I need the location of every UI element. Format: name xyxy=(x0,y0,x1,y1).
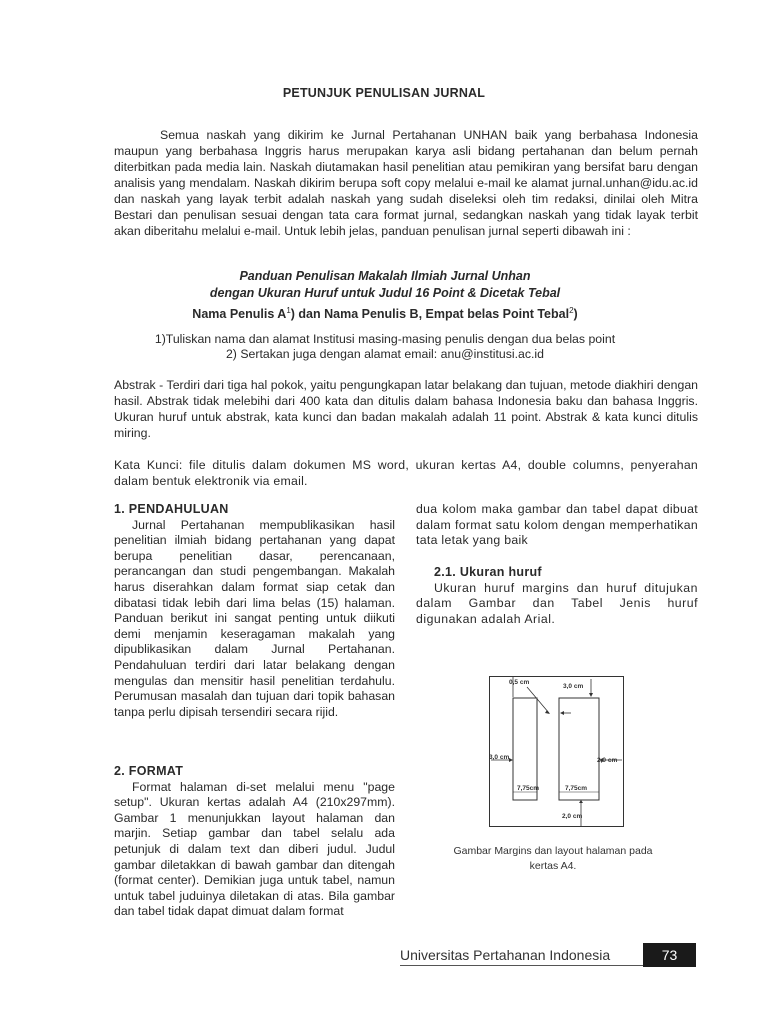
figure-caption xyxy=(424,844,682,873)
affiliation-line-2: 2) Sertakan juga dengan alamat email: anu@institusi.ac.id xyxy=(225,347,545,361)
figure-caption-line-1: Gambar Margins dan layout halaman pada xyxy=(453,845,653,857)
guide-line-1: Panduan Penulisan Makalah Ilmiah Jurnal Unhan xyxy=(239,269,531,283)
guide-block xyxy=(100,268,670,323)
figure-label-top-right: 3,0 cm xyxy=(563,683,584,690)
section-2-body: Format halaman di-set melalui menu "page setup". Ukuran kertas adalah A4 (210x297mm). Gambar 1 menunjukkan layout halaman dan marjin. Setiap gambar dan tabel selalu ada petunjuk di dalam text dan diberi judul. Judul gambar diletakkan di bawah gambar dan ditengah (format center). Demikian juga untuk tabel, namun untuk tabel juduinya diletakan di atas. Bila gambar dan tabel tidak dapat dimuat dalam format xyxy=(114,779,395,919)
close-paren: ) xyxy=(573,307,578,322)
subsection-2-1 xyxy=(416,565,698,627)
section-1-body: Jurnal Pertahanan mempublikasikan hasil penelitian ilmiah bidang pertahanan yang dapat berupa penelitian dasar, perencanaan, perancangan dan studi pengembangan. Makalah harus diserahkan dalam format siap cetak dan dibatasi tidak lebih dari lima belas (15) halaman. Panduan berikut ini sangat penting untuk diikuti demi menjamin keseragaman makalah yang dipublikasikan dalam Jurnal Pertahanan. Pendahuluan terdiri dari latar belakang dengan mengulas dan mensitir hasil penelitian terdahulu. Perumusan masalah dan tujuan dari topik bahasan tanpa perlu dipisah tersendiri secara rijid. xyxy=(114,517,395,719)
figure-caption-line-2: kertas A4. xyxy=(529,859,577,872)
footer-university: Universitas Pertahanan Indonesia xyxy=(400,947,611,963)
author-a: Nama Penulis A xyxy=(192,307,287,322)
section-1-heading: 1. PENDAHULUAN xyxy=(114,502,229,516)
figure-label-col1: 7,75cm xyxy=(517,785,540,792)
page-title: PETUNJUK PENULISAN JURNAL xyxy=(282,86,486,100)
margin-layout-figure xyxy=(489,676,625,828)
figure-label-right: 2,0 cm xyxy=(597,757,618,764)
figure-label-top-left: 0,5 cm xyxy=(509,679,530,686)
paper-outline xyxy=(490,677,624,827)
guide-line-2: dengan Ukuran Huruf untuk Judul 16 Point & Dicetak Tebal xyxy=(209,286,561,300)
abstract-paragraph: Abstrak - Terdiri dari tiga hal pokok, yaitu pengungkapan latar belakang dan tujuan, metode diakhiri dengan hasil. Abstrak tidak melebihi dari 400 kata dan ditulis dalam bahasa Indonesia baku dan bahasa Inggris. Ukuran huruf untuk abstrak, kata kunci dan badan makalah adalah 11 point. Abstrak & kata kunci ditulis miring. xyxy=(114,378,698,440)
page-number: 73 xyxy=(643,943,696,967)
author-b-sup: 2 xyxy=(569,306,574,315)
keywords-paragraph: Kata Kunci: file ditulis dalam dokumen MS word, ukuran kertas A4, double columns, penyerahan dalam bentuk elektronik via email. xyxy=(114,458,698,488)
subsection-2-1-body: Ukuran huruf margins dan huruf ditujukan dalam Gambar dan Tabel Jenis huruf digunakan adalah Arial. xyxy=(416,580,698,626)
affiliation-line-1: 1)Tuliskan nama dan alamat Institusi masing-masing penulis dengan dua belas point xyxy=(154,332,616,346)
intro-paragraph xyxy=(114,127,698,239)
affiliation-block xyxy=(100,332,670,362)
subsection-2-1-heading: 2.1. Ukuran huruf xyxy=(434,565,542,579)
section-2 xyxy=(114,764,395,920)
section-2-heading: 2. FORMAT xyxy=(114,764,184,778)
section-1 xyxy=(114,502,395,720)
right-column-continuation: dua kolom maka gambar dan tabel dapat dibuat dalam format satu kolom dengan memperhatikan tata letak yang baik xyxy=(416,502,698,548)
author-a-sup: 1 xyxy=(286,306,291,315)
author-b: ) dan Nama Penulis B, Empat belas Point Tebal xyxy=(290,307,570,322)
intro-text: Semua naskah yang dikirim ke Jurnal Pertahanan UNHAN baik yang berbahasa Indonesia maupun yang berbahasa Inggris harus merupakan karya asli bidang pertahanan dan belum pernah diterbitkan pada media lain. Naskah diutamakan hasil penelitian atau pemikiran yang bersifat baru dengan analisis yang mendalam. Naskah dikirim berupa soft copy melalui e-mail ke alamat jurnal.unhan@idu.ac.id dan naskah yang layak terbit adalah naskah yang sudah diseleksi oleh tim redaksi, dinilai oleh Mitra Bestari dan penulisan sesuai dengan tata cara format jurnal, sedangkan naskah yang tidak layak terbit akan diberitahu melalui e-mail. Untuk lebih jelas, panduan penulisan jurnal seperti dibawah ini : xyxy=(114,128,698,238)
figure-label-col2: 7,75cm xyxy=(565,785,588,792)
figure-label-left: 3,0 cm xyxy=(489,754,510,761)
figure-label-bottom: 2,0 cm xyxy=(562,813,583,820)
guide-line-3 xyxy=(100,302,670,323)
